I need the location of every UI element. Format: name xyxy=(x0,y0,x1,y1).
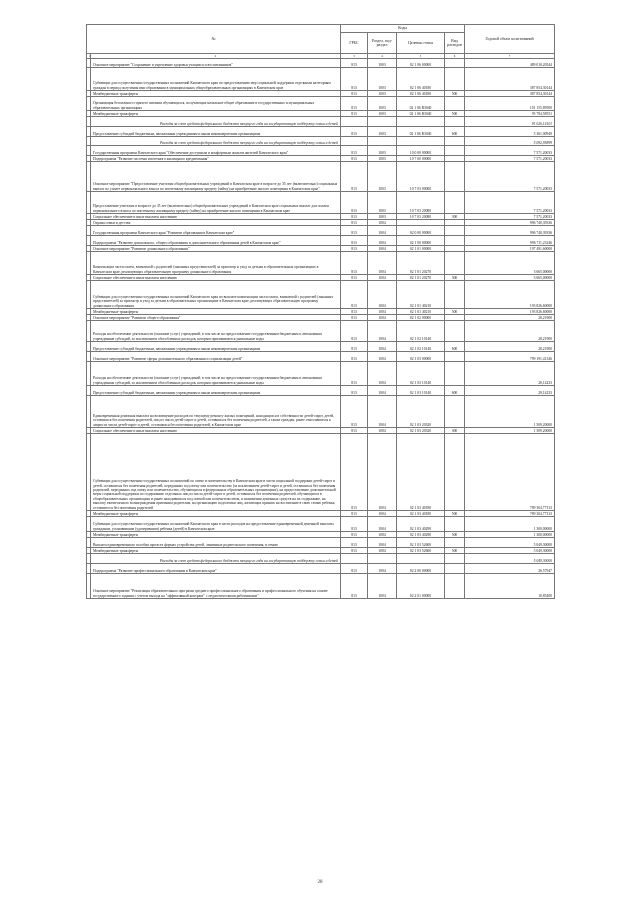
expense-type-cell xyxy=(445,321,465,342)
expense-type-cell xyxy=(445,192,465,214)
note-row xyxy=(87,137,555,146)
amount-cell: 28,14233 xyxy=(465,362,555,386)
name-cell: Субвенции для осуществления государственных полномочий Камчатского края по предоставлению мер социальной поддержки отдельным категориям граждан в период получения ими образования в муниципальных общеобразовательных организациях в Камчатском крае xyxy=(91,68,341,91)
name-cell: Основное мероприятие "Реализация образовательных программ среднего профессионального образования и профессионального обучения на основе государственного задания с учетом выхода на "эффективный контракт" с педагогическими работниками" xyxy=(91,574,341,599)
grbs-cell: 813 xyxy=(341,91,368,97)
target-cell: 02 1 01 40210 xyxy=(397,281,445,309)
target-cell: 02 1 06 40180 xyxy=(397,68,445,91)
amount-cell: 996 740,39336 xyxy=(465,220,555,226)
amount-cell: 7 571,20033 xyxy=(465,156,555,162)
expense-type-cell xyxy=(445,162,465,192)
header-section: Раздел, под-раздел xyxy=(368,33,397,54)
budget-table xyxy=(86,24,555,599)
amount-cell: 193 826,60000 xyxy=(465,309,555,315)
table-row xyxy=(87,564,555,574)
amount-cell: 28,14233 xyxy=(465,386,555,396)
table-row xyxy=(87,192,555,214)
header-amount: Годовой объем ассигнований xyxy=(465,25,555,54)
target-cell: 02 1 01 40210 xyxy=(397,309,445,315)
grbs-cell: 813 xyxy=(341,564,368,574)
empty-cell xyxy=(368,117,397,127)
target-cell: 02 1 03 52600 xyxy=(397,548,445,554)
empty-cell xyxy=(445,554,465,564)
expense-type-cell xyxy=(445,236,465,246)
expense-type-cell: 500 xyxy=(445,548,465,554)
amount-cell: 1 509,20000 xyxy=(465,428,555,434)
section-cell: 1003 xyxy=(368,162,397,192)
amount-cell: 91 026,14101 xyxy=(465,117,555,127)
expense-type-cell: 500 xyxy=(445,309,465,315)
grbs-cell: 813 xyxy=(341,214,368,220)
name-cell: Межбюджетные трансферты xyxy=(91,511,341,517)
section-cell: 1004 xyxy=(368,315,397,321)
name-cell: Межбюджетные трансферты xyxy=(91,532,341,538)
name-cell: Субвенции для осуществления государственных полномочий Камчатского края по выплате компенсации части платы, взимаемой с родителей (законных представителей) за присмотр и уход за детьми в образовательных организациях в Камчатском крае, реализующих образовательную программу дошкольного образования xyxy=(91,281,341,309)
grbs-cell: 813 xyxy=(341,220,368,226)
target-cell: 02 1 00 00000 xyxy=(397,236,445,246)
table-row xyxy=(87,281,555,309)
section-cell: 1004 xyxy=(368,511,397,517)
expense-type-cell: 600 xyxy=(445,342,465,352)
budget-table-sheet xyxy=(86,24,554,599)
grbs-cell: 813 xyxy=(341,156,368,162)
section-cell: 1004 xyxy=(368,275,397,281)
name-cell: Подпрограмма "Развитие системы ипотечного жилищного кредитования" xyxy=(91,156,341,162)
name-cell: Подпрограмма "Развитие дошкольного, общего образования и дополнительного образования детей в Камчатском крае" xyxy=(91,236,341,246)
name-cell: Социальное обеспечение и иные выплаты населению xyxy=(91,275,341,281)
section-cell: 1003 xyxy=(368,146,397,156)
target-cell: 02 1 01 20270 xyxy=(397,275,445,281)
amount-cell: 489 010,20544 xyxy=(465,59,555,68)
amount-cell: 1 300,00000 xyxy=(465,517,555,532)
amount-cell: 10,85400 xyxy=(465,574,555,599)
target-cell: 10 7 03 20080 xyxy=(397,214,445,220)
name-cell: Субвенции для осуществления государственных полномочий Камчатского края в части расходов на предоставление единовременной денежной выплаты гражданам, усыновившим (удочерившим) ребенка (детей) в Камчатском крае xyxy=(91,517,341,532)
name-cell: Основное мероприятие "Развитие общего образования" xyxy=(91,315,341,321)
grbs-cell: 813 xyxy=(341,309,368,315)
section-cell: 1004 xyxy=(368,548,397,554)
section-cell: 1004 xyxy=(368,352,397,362)
table-row xyxy=(87,434,555,511)
table-row xyxy=(87,146,555,156)
name-cell: Подпрограмма "Развитие профессионального образования в Камчатском крае" xyxy=(91,564,341,574)
grbs-cell: 813 xyxy=(341,162,368,192)
table-row xyxy=(87,538,555,548)
table-row xyxy=(87,386,555,396)
section-cell: 1003 xyxy=(368,91,397,97)
amount-cell: 193 826,60000 xyxy=(465,281,555,309)
amount-cell: 789 304,77313 xyxy=(465,434,555,511)
amount-cell: 7 571,20033 xyxy=(465,162,555,192)
amount-cell: 28,21900 xyxy=(465,321,555,342)
amount-cell: 7 571,20033 xyxy=(465,192,555,214)
name-cell: Единовременная денежная выплата на возмещение расходов по текущему ремонту жилых помещений, находящихся в собственности детей-сирот, детей, оставшихся без попечения родителей, лиц из числа детей-сирот и детей, оставшихся без попечения родителей, а также граждан, ранее относившихся к лицам из числа детей-сирот и детей, оставшихся без попечения родителей, в Камчатском крае xyxy=(91,396,341,428)
section-cell: 1003 xyxy=(368,192,397,214)
grbs-cell: 813 xyxy=(341,281,368,309)
target-cell: 02 1 02 00000 xyxy=(397,315,445,321)
target-cell: 02 1 03 40180 xyxy=(397,434,445,511)
grbs-cell: 813 xyxy=(341,386,368,396)
target-cell: 02 1 02 10140 xyxy=(397,321,445,342)
section-cell: 1003 xyxy=(368,59,397,68)
empty-cell xyxy=(397,554,445,564)
grbs-cell: 813 xyxy=(341,59,368,68)
grbs-cell: 813 xyxy=(341,226,368,236)
expense-type-cell xyxy=(445,434,465,511)
grbs-cell: 813 xyxy=(341,352,368,362)
section-cell: 1004 xyxy=(368,564,397,574)
expense-type-cell xyxy=(445,362,465,386)
name-cell: Социальное обеспечение и иные выплаты населению xyxy=(91,214,341,220)
name-cell: Субвенции для осуществления государственных полномочий по опеке и попечительству в Камчатском крае в части социальной поддержки детей-сирот и детей, оставшихся без попечения родителей, переданных под опеку или попечительство (за исключением детей-сирот и детей, оставшихся без попечения родителей, переданных под опеку или попечительство, обучающихся в федеральных образовательных организациях), на предоставление дополнительной меры социальной поддержки по содержанию отдельных лиц из числа детей-сирот и детей, оставшихся без попечения родителей, обучающихся в общеобразовательных организациях и ранее находившихся под опекой или попечительством, и назначения денежных средств на их содержание, на выплату ежемесячного вознаграждения приемным родителям, на организацию подготовки лиц, желающих принять на воспитание в свою семью ребенка, оставшегося без попечения родителей xyxy=(91,434,341,511)
grbs-cell: 813 xyxy=(341,538,368,548)
target-cell: 10 7 03 00000 xyxy=(397,162,445,192)
amount-cell: 996 711,23246 xyxy=(465,236,555,246)
name-cell: Основное мероприятие "Предоставление учителям общеобразовательных учреждений в Камчатском крае в возрасте до 35 лет (включительно) социальных выплат по уплате первоначального взноса по ипотечному жилищному кредиту (займу) на приобретение жилого помещения в Камчатском крае" xyxy=(91,162,341,192)
note-text: Расходы за счет средств федерального бюджета текущего года на государственную поддержку семьи и детей xyxy=(91,554,341,564)
name-cell: Предоставление субсидий бюджетным, автономным учреждениям и иным некоммерческим организациям xyxy=(91,386,341,396)
grbs-cell: 813 xyxy=(341,428,368,434)
amount-cell: 7 571,20033 xyxy=(465,214,555,220)
amount-cell: 3 665,00000 xyxy=(465,275,555,281)
section-cell: 1004 xyxy=(368,252,397,275)
amount-cell: 387 854,30144 xyxy=(465,91,555,97)
grbs-cell: 813 xyxy=(341,434,368,511)
name-cell: Государственная программа Камчатского края "Обеспечение доступным и комфортным жильем жителей Камчатского края" xyxy=(91,146,341,156)
expense-type-cell xyxy=(445,574,465,599)
empty-cell xyxy=(445,117,465,127)
section-cell: 1003 xyxy=(368,214,397,220)
header-expense-type: Вид расходов xyxy=(445,33,465,54)
target-cell: 02 1 01 20270 xyxy=(397,252,445,275)
expense-type-cell: 500 xyxy=(445,532,465,538)
amount-cell: 5 049,30000 xyxy=(465,548,555,554)
target-cell: 10 7 00 00000 xyxy=(397,156,445,162)
grbs-cell: 813 xyxy=(341,146,368,156)
table-row xyxy=(87,321,555,342)
section-cell: 1004 xyxy=(368,386,397,396)
grbs-cell: 813 xyxy=(341,246,368,252)
index-cell: 1 xyxy=(87,54,91,59)
target-cell: 02 1 03 40290 xyxy=(397,517,445,532)
amount-cell: 28,21900 xyxy=(465,315,555,321)
expense-type-cell: 600 xyxy=(445,386,465,396)
target-cell: 02 1 03 10140 xyxy=(397,362,445,386)
grbs-cell: 813 xyxy=(341,275,368,281)
amount-cell: 5 092,95899 xyxy=(465,137,555,146)
amount-cell: 197 491,60000 xyxy=(465,246,555,252)
grbs-cell: 813 xyxy=(341,111,368,117)
expense-type-cell: 300 xyxy=(445,275,465,281)
section-cell: 1004 xyxy=(368,538,397,548)
target-cell: 02 0 00 00000 xyxy=(397,226,445,236)
target-cell: 02 1 06 R3040 xyxy=(397,97,445,111)
section-cell: 1004 xyxy=(368,321,397,342)
section-cell: 1004 xyxy=(368,220,397,226)
target-cell: 02 1 06 R3040 xyxy=(397,111,445,117)
index-cell: 4 xyxy=(368,54,397,59)
name-cell: Межбюджетные трансферты xyxy=(91,309,341,315)
name-cell: Социальное обеспечение и иные выплаты населению xyxy=(91,428,341,434)
section-cell: 1004 xyxy=(368,226,397,236)
expense-type-cell: 300 xyxy=(445,428,465,434)
name-cell: Межбюджетные трансферты xyxy=(91,111,341,117)
grbs-cell: 813 xyxy=(341,342,368,352)
amount-cell: 1 300,00000 xyxy=(465,532,555,538)
grbs-cell: 813 xyxy=(341,511,368,517)
expense-type-cell xyxy=(445,564,465,574)
expense-type-cell xyxy=(445,352,465,362)
grbs-cell: 813 xyxy=(341,97,368,111)
amount-cell: 26,57947 xyxy=(465,564,555,574)
expense-type-cell xyxy=(445,97,465,111)
amount-cell: 799 191,41346 xyxy=(465,352,555,362)
name-cell: Компенсация части платы, взимаемой с родителей (законных представителей) за присмотр и уход за детьми в образовательных организациях в Камчатском крае, реализующих образовательную программу дошкольного образования xyxy=(91,252,341,275)
target-cell: 02 1 03 52600 xyxy=(397,538,445,548)
name-cell: Выплата единовременного пособия при всех формах устройства детей, лишенных родительского попечения, в семью xyxy=(91,538,341,548)
note-row xyxy=(87,117,555,127)
target-cell: 02 1 03 00000 xyxy=(397,352,445,362)
target-cell: 02 1 06 R3040 xyxy=(397,127,445,137)
expense-type-cell xyxy=(445,68,465,91)
target-cell: 02 2 00 00000 xyxy=(397,564,445,574)
amount-cell: 789 304,77313 xyxy=(465,511,555,517)
amount-cell: 5 049,30000 xyxy=(465,538,555,548)
table-row xyxy=(87,352,555,362)
index-cell: 5 xyxy=(397,54,445,59)
name-cell: Государственная программа Камчатского края "Развитие образования в Камчатском крае" xyxy=(91,226,341,236)
expense-type-cell: 500 xyxy=(445,91,465,97)
grbs-cell: 813 xyxy=(341,396,368,428)
grbs-cell: 813 xyxy=(341,127,368,137)
table-row xyxy=(87,574,555,599)
name-cell: Основное мероприятие "Развитие дошкольного образования" xyxy=(91,246,341,252)
target-cell: 02 1 03 40290 xyxy=(397,532,445,538)
amount-cell: 7 571,20033 xyxy=(465,146,555,156)
name-cell: Основное мероприятие "Сохранение и укрепление здоровья учащихся и воспитанников" xyxy=(91,59,341,68)
section-cell: 1003 xyxy=(368,97,397,111)
empty-cell xyxy=(397,117,445,127)
target-cell: 02 1 06 40180 xyxy=(397,91,445,97)
grbs-cell: 813 xyxy=(341,252,368,275)
target-cell: 02 1 03 20320 xyxy=(397,396,445,428)
grbs-cell: 813 xyxy=(341,236,368,246)
index-cell: 2 xyxy=(91,54,341,59)
section-cell: 1004 xyxy=(368,396,397,428)
empty-cell xyxy=(341,117,368,127)
grbs-cell: 813 xyxy=(341,532,368,538)
amount-cell: 996 740,39336 xyxy=(465,226,555,236)
page-number: 28 xyxy=(317,880,323,885)
expense-type-cell xyxy=(445,59,465,68)
table-row xyxy=(87,59,555,68)
section-cell: 1004 xyxy=(368,574,397,599)
note-row xyxy=(87,554,555,564)
grbs-cell: 813 xyxy=(341,321,368,342)
target-cell: 02 2 01 00000 xyxy=(397,574,445,599)
grbs-cell: 813 xyxy=(341,192,368,214)
amount-cell: 28,21900 xyxy=(465,342,555,352)
amount-cell: 1 509,20000 xyxy=(465,396,555,428)
section-cell: 1004 xyxy=(368,434,397,511)
header-grbs: ГРБС xyxy=(341,33,368,54)
section-cell: 1003 xyxy=(368,111,397,117)
empty-cell xyxy=(397,137,445,146)
name-cell: Предоставление субсидий бюджетным, автономным учреждениям и иным некоммерческим организациям xyxy=(91,342,341,352)
table-row xyxy=(87,342,555,352)
table-body xyxy=(87,59,555,599)
empty-cell xyxy=(341,554,368,564)
section-cell: 1004 xyxy=(368,342,397,352)
grbs-cell: 813 xyxy=(341,362,368,386)
amount-cell: 5 361,00949 xyxy=(465,127,555,137)
target-cell: 02 1 03 20320 xyxy=(397,428,445,434)
section-cell: 1004 xyxy=(368,517,397,532)
table-row xyxy=(87,236,555,246)
section-cell: 1003 xyxy=(368,156,397,162)
expense-type-cell: 300 xyxy=(445,214,465,220)
grbs-cell: 813 xyxy=(341,574,368,599)
name-cell: Организация бесплатного горячего питания обучающихся, получающих начальное общее образование в государственных и муниципальных образовательных организациях xyxy=(91,97,341,111)
section-cell: 1004 xyxy=(368,428,397,434)
name-cell: Предоставление субсидий бюджетным, автономным учреждениям и иным некоммерческим организациям xyxy=(91,127,341,137)
name-cell: Основное мероприятие "Развитие сферы дополнительного образования и социализации детей" xyxy=(91,352,341,362)
section-cell: 1004 xyxy=(368,532,397,538)
grbs-cell: 813 xyxy=(341,517,368,532)
amount-cell: 5 049,30000 xyxy=(465,554,555,564)
amount-cell: 3 665,00000 xyxy=(465,252,555,275)
expense-type-cell: 500 xyxy=(445,111,465,117)
section-cell: 1003 xyxy=(368,127,397,137)
target-cell: 10 0 00 00000 xyxy=(397,146,445,156)
header-row-top xyxy=(87,25,555,33)
section-cell: 1004 xyxy=(368,281,397,309)
table-row xyxy=(87,68,555,91)
section-cell: 1004 xyxy=(368,236,397,246)
table-row xyxy=(87,127,555,137)
index-cell: 3 xyxy=(341,54,368,59)
empty-cell xyxy=(341,137,368,146)
note-text: Расходы за счет средств федерального бюджета текущего года на государственную поддержку семьи и детей xyxy=(91,137,341,146)
grbs-cell: 813 xyxy=(341,315,368,321)
empty-cell xyxy=(368,137,397,146)
table-row xyxy=(87,252,555,275)
expense-type-cell xyxy=(445,538,465,548)
section-cell: 1004 xyxy=(368,362,397,386)
empty-cell xyxy=(368,554,397,564)
header-codes: Коды xyxy=(341,25,465,33)
grbs-cell: 813 xyxy=(341,548,368,554)
expense-type-cell xyxy=(445,517,465,532)
amount-cell: 101 155,89500 xyxy=(465,97,555,111)
name-cell: Межбюджетные трансферты xyxy=(91,548,341,554)
table-row xyxy=(87,362,555,386)
amount-cell: 95 794,58551 xyxy=(465,111,555,117)
header-num: № xyxy=(87,25,341,54)
name-cell: Расходы на обеспечение деятельности (оказание услуг) учреждений, в том числе на предоставление государственным бюджетным и автономным учреждениям субсидий, за исключением обособленных расходов, которым присваиваются уникальные коды xyxy=(91,321,341,342)
target-cell: 02 1 03 10140 xyxy=(397,386,445,396)
target-cell: 02 1 01 00000 xyxy=(397,246,445,252)
section-cell: 1004 xyxy=(368,309,397,315)
expense-type-cell xyxy=(445,146,465,156)
expense-type-cell xyxy=(445,252,465,275)
header-target: Целевая статья xyxy=(397,33,445,54)
amount-cell: 387 854,30144 xyxy=(465,68,555,91)
expense-type-cell xyxy=(445,226,465,236)
table-row xyxy=(87,97,555,111)
name-cell: Предоставление учителям в возрасте до 35 лет (включительно) общеобразовательных учреждений в Камчатском крае социальных выплат для оплаты первоначального взноса по ипотечному жилищному кредиту (займу) на приобретение жилого помещения в Камчатском крае xyxy=(91,192,341,214)
section-cell: 1003 xyxy=(368,68,397,91)
note-text: Расходы за счет средств федерального бюджета текущего года на государственную поддержку семьи и детей xyxy=(91,117,341,127)
table-row xyxy=(87,226,555,236)
name-cell: Охрана семьи и детства xyxy=(91,220,341,226)
target-cell: 02 1 03 40180 xyxy=(397,511,445,517)
table-row xyxy=(87,517,555,532)
target-cell: 02 1 06 00000 xyxy=(397,59,445,68)
table-row xyxy=(87,396,555,428)
section-cell: 1004 xyxy=(368,246,397,252)
expense-type-cell: 500 xyxy=(445,511,465,517)
expense-type-cell xyxy=(445,396,465,428)
index-cell: 7 xyxy=(465,54,555,59)
target-cell: 02 1 02 10140 xyxy=(397,342,445,352)
name-cell: Расходы на обеспечение деятельности (оказание услуг) учреждений, в том числе на предоставление государственным бюджетным и автономным учреждениям субсидий, за исключением обособленных расходов, которым присваиваются уникальные коды xyxy=(91,362,341,386)
expense-type-cell: 600 xyxy=(445,127,465,137)
table-row xyxy=(87,162,555,192)
grbs-cell: 813 xyxy=(341,68,368,91)
empty-cell xyxy=(445,137,465,146)
index-cell: 6 xyxy=(445,54,465,59)
target-cell: 10 7 03 20080 xyxy=(397,192,445,214)
name-cell: Межбюджетные трансферты xyxy=(91,91,341,97)
expense-type-cell xyxy=(445,281,465,309)
